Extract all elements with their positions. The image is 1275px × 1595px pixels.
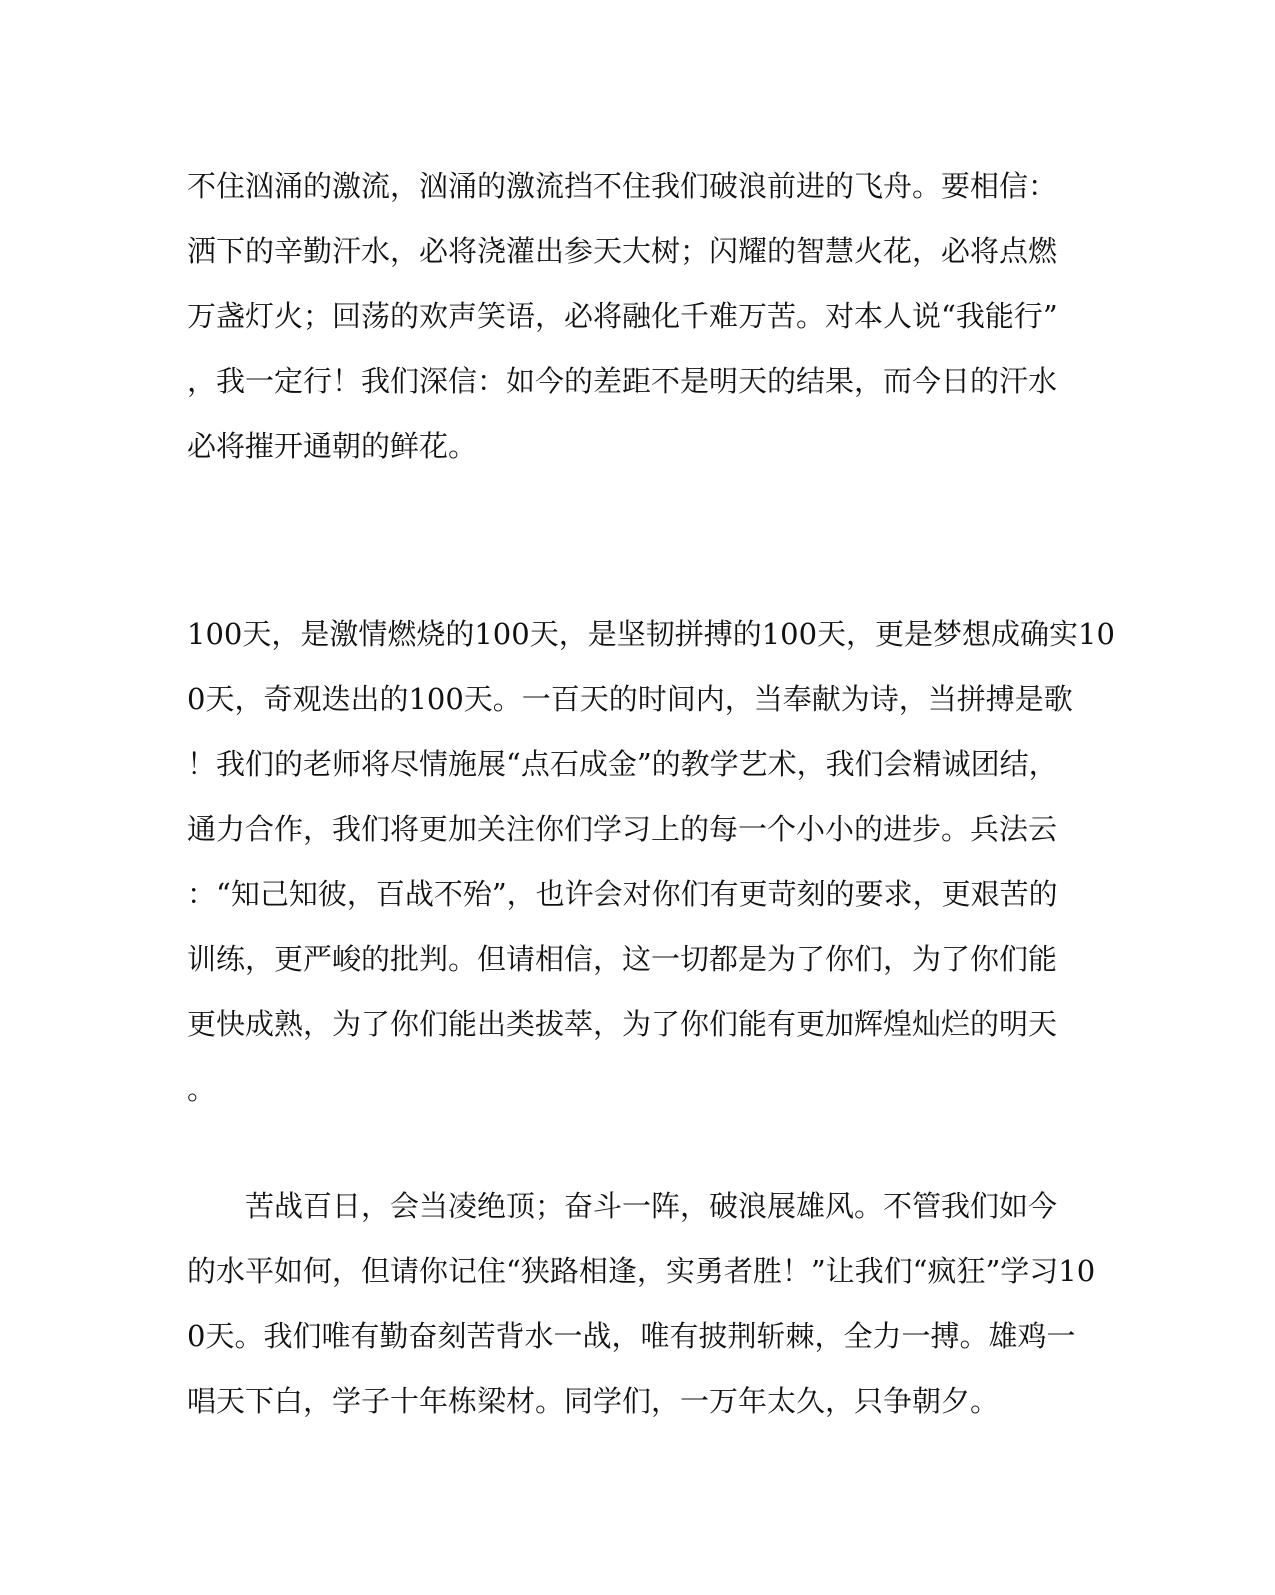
text-line: ，我一定行！我们深信：如今的差距不是明天的结果，而今日的汗水	[187, 364, 1058, 398]
text-line: 不住汹涌的激流，汹涌的激流挡不住我们破浪前进的飞舟。要相信：	[187, 169, 1058, 203]
paragraph-3	[187, 1189, 1096, 1450]
text-line: 更快成熟，为了你们能出类拔萃，为了你们能有更加辉煌灿烂的明天	[187, 1007, 1058, 1041]
paragraph-1	[187, 170, 1087, 495]
paragraph-2	[187, 617, 1115, 1138]
text-line: 唱天下白，学子十年栋梁材。同学们，一万年太久，只争朝夕。	[187, 1384, 1000, 1418]
text-line: 洒下的辛勤汗水，必将浇灌出参天大树；闪耀的智慧火花，必将点燃	[187, 234, 1058, 268]
text-line: 0天，奇观迭出的100天。一百天的时间内，当奉献为诗，当拼搏是歌	[187, 682, 1073, 716]
text-line: 。	[187, 1072, 217, 1106]
text-line: 的水平如何，但请你记住“狭路相逢，实勇者胜！”让我们“疯狂”学习10	[187, 1254, 1096, 1288]
text-line: 万盏灯火；回荡的欢声笑语，必将融化千难万苦。对本人说“我能行”	[187, 299, 1058, 333]
text-line: 必将摧开通朝的鲜花。	[187, 429, 478, 463]
text-line: 训练，更严峻的批判。但请相信，这一切都是为了你们，为了你们能	[187, 942, 1058, 976]
text-line: 0天。我们唯有勤奋刻苦背水一战，唯有披荆斩棘，全力一搏。雄鸡一	[187, 1319, 1076, 1353]
text-line: ！我们的老师将尽情施展“点石成金”的教学艺术，我们会精诚团结，	[187, 747, 1058, 781]
text-line: ：“知己知彼，百战不殆”，也许会对你们有更苛刻的要求，更艰苦的	[187, 877, 1058, 911]
text-line: 苦战百日，会当凌绝顶；奋斗一阵，破浪展雄风。不管我们如今	[187, 1189, 1058, 1223]
text-line: 100天，是激情燃烧的100天，是坚韧拼搏的100天，更是梦想成确实10	[187, 617, 1115, 651]
text-line: 通力合作，我们将更加关注你们学习上的每一个小小的进步。兵法云	[187, 812, 1058, 846]
